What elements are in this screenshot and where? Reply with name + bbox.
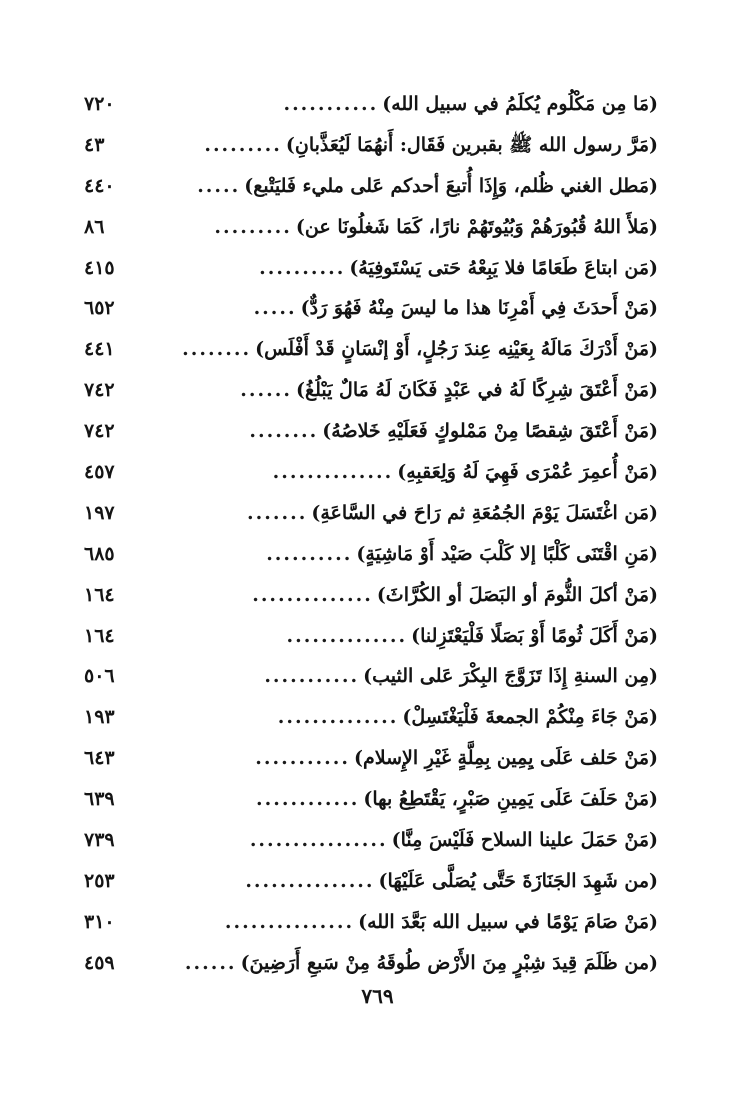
index-entry: [84, 861, 658, 902]
index-entry: [84, 493, 658, 534]
leader-dots: ...............: [245, 869, 375, 892]
leader-dots: .....: [197, 174, 241, 197]
index-entry: [84, 207, 658, 248]
leader-dots: ..........: [266, 542, 353, 565]
index-entry: [84, 697, 658, 738]
entry-text: (مَنْ أكلَ الثُّومَ أو البَصَلَ أو الكُرَّاثَ): [376, 583, 658, 606]
index-entry: [84, 329, 658, 370]
entry-text: (مَنْ حَمَلَ علينا السلاح فَلَيْسَ مِنَّا): [391, 829, 658, 852]
index-entry: [84, 820, 658, 861]
leader-dots: ..............: [286, 624, 408, 647]
entry-text: (من ظَلَمَ قِيدَ شِبْرٍ مِنَ الأَرْض طُوقَهُ مِنْ سَبعِ أَرَضِينَ): [240, 951, 658, 974]
leader-dots: ..............: [272, 461, 394, 484]
index-entry: [84, 616, 658, 657]
entry-text: (مَنْ أَحدَثَ فِي أَمْرِنَا هذا ما ليسَ مِنْهُ فَهُوَ رَدٌّ): [300, 297, 658, 320]
entry-page-number: ٢٥٣: [84, 869, 115, 892]
entry-page-number: ٦٥٢: [84, 297, 115, 320]
leader-dots: ...........: [264, 665, 360, 688]
entry-text: (مَن ابتاعَ طَعَامًا فلا يَبِعْهُ حَتى يَسْتَوفِيَهُ): [349, 256, 658, 279]
entry-text: (مَنْ أَكَلَ ثُومًا أَوْ بَصَلًا فَلْيَعْتَزِلنا): [411, 624, 658, 647]
index-entry: [84, 534, 658, 575]
entry-page-number: ٦٨٥: [84, 542, 115, 565]
leader-dots: ..............: [252, 583, 373, 606]
entry-page-number: ٤٣: [84, 133, 105, 156]
entry-page-number: ٦٣٩: [84, 788, 115, 811]
leader-dots: ...............: [224, 910, 355, 933]
entry-page-number: ١٩٣: [84, 706, 115, 729]
leader-dots: ......: [240, 379, 292, 402]
entry-page-number: ٤٤٠: [84, 174, 115, 197]
index-entry: [84, 84, 658, 125]
index-entry: [84, 248, 658, 289]
index-entry: [84, 452, 658, 493]
entry-page-number: ٤١٥: [84, 256, 115, 279]
entry-text: (مَنْ حَلَفَ عَلَى يَمِينِ صَبْرٍ، يَقْتَطِعُ بها): [363, 788, 658, 811]
entry-text: (مَنْ أَعْتَقَ شِقصًا مِنْ مَمْلوكٍ فَعَلَيْهِ خَلاصُهُ): [322, 420, 658, 443]
entry-page-number: ٤٤١: [84, 338, 115, 361]
entry-text: (مَنْ جَاءَ مِنْكُمْ الجمعةَ فَلْيَغْتَسِلْ): [402, 706, 658, 729]
index-entry: [84, 943, 658, 984]
entry-page-number: ٧٢٠: [84, 93, 115, 115]
hadith-index-list: [84, 84, 658, 984]
entry-text: (مَنْ حَلف عَلَى يِمِين بِمِلَّةٍ غَيْرِ الإِسلام): [354, 747, 658, 770]
entry-page-number: ٤٥٩: [84, 951, 115, 974]
entry-page-number: ٥٠٦: [84, 665, 115, 688]
leader-dots: ............: [256, 788, 360, 811]
entry-page-number: ٨٦: [84, 215, 105, 238]
entry-page-number: ٧٤٢: [84, 379, 115, 402]
index-entry: [84, 166, 658, 207]
entry-text: (من شَهِدَ الجَنَازَةَ حَتَّى يُصَلَّى عَلَيْهَا): [378, 869, 658, 892]
entry-page-number: ٦٤٣: [84, 747, 115, 770]
index-entry: [84, 656, 658, 697]
index-entry: [84, 288, 658, 329]
entry-page-number: ٧٣٩: [84, 829, 115, 852]
entry-page-number: ١٦٤: [84, 624, 115, 647]
index-entry: [84, 738, 658, 779]
leader-dots: ..............: [277, 706, 399, 729]
leader-dots: ......: [184, 951, 237, 974]
index-entry: [84, 125, 658, 166]
leader-dots: .........: [204, 133, 282, 156]
entry-text: (مَلأَ اللهُ قُبُورَهُمْ وَبُيُوتَهُمْ نارًا، كَمَا شَغلُونَا عن): [295, 215, 658, 238]
entry-page-number: ١٩٧: [84, 501, 115, 524]
leader-dots: .....: [253, 297, 297, 320]
entry-text: (مَرَّ رسول الله ﷺ بقبرين فَقَال: أَنهُمَا لَيُعَذَّبانِ): [285, 133, 658, 156]
index-entry: [84, 575, 658, 616]
index-entry: [84, 779, 658, 820]
entry-page-number: ٣١٠: [84, 910, 115, 933]
leader-dots: ..........: [259, 256, 346, 279]
leader-dots: .........: [214, 215, 292, 238]
entry-page-number: ١٦٤: [84, 583, 115, 606]
entry-text: (مَا مِن مَكْلُوم يُكلَمُ في سبيل الله): [382, 93, 658, 115]
entry-text: (مَنْ أَدْرَكَ مَالَهُ بِعَيْنِه عِندَ رَجُلٍ، أَوْ إنْسَانٍ قَدْ أَفْلَس): [255, 338, 658, 361]
index-entry: [84, 902, 658, 943]
entry-text: (مِن السنةِ إِذَا تَزَوَّجَ البِكْرَ عَلى الثيب): [363, 665, 658, 688]
index-entry: [84, 411, 658, 452]
leader-dots: ........: [249, 420, 319, 443]
entry-text: (مَنِ اقْتَنَى كَلْبًا إلا كَلْبَ صَيْد أَوْ مَاشِيَةٍ): [356, 542, 658, 565]
leader-dots: ...........: [255, 747, 351, 770]
index-entry: [84, 370, 658, 411]
entry-text: (مَن اغْتَسَلَ يَوْمَ الجُمُعَةِ ثم رَاحَ في السَّاعَةِ): [311, 501, 658, 524]
entry-text: (مَنْ صَامَ يَوْمًا في سبيل الله بَعَّدَ الله): [358, 910, 658, 933]
entry-page-number: ٤٥٧: [84, 461, 115, 484]
leader-dots: .......: [247, 501, 308, 524]
entry-text: (مَطل الغني ظُلم، وَإِذَا أُتبعَ أحدكم عَلى مليء فَليَتْبع): [244, 174, 658, 197]
leader-dots: ................: [249, 829, 388, 852]
page-number: ٧٦٩: [361, 984, 394, 1008]
entry-text: (مَنْ أُعمِرَ عُمْرَى فَهِيَ لَهُ وَلِعَقبِهِ): [397, 461, 658, 484]
entry-text: (مَنْ أَعْتَقَ شِرِكًا لَهُ في عَبْدٍ فَكَانَ لَهُ مَالٌ يَبْلُغُ): [295, 379, 658, 402]
entry-page-number: ٧٤٢: [84, 420, 115, 443]
leader-dots: ........: [182, 338, 252, 361]
leader-dots: ...........: [283, 93, 379, 115]
